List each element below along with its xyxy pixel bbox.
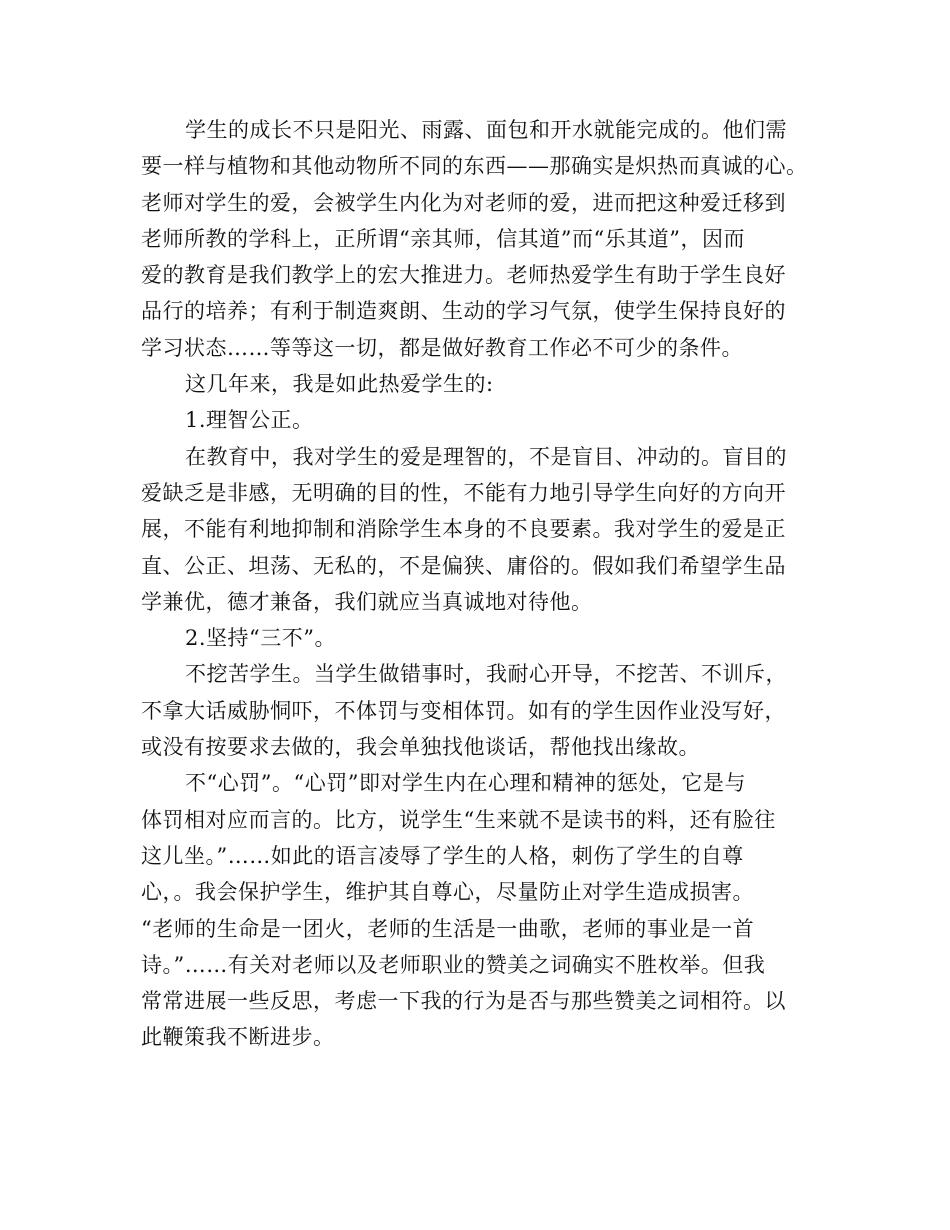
text-line: 这儿坐。”……如此的语言凌辱了学生的人格，刺伤了学生的自尊 — [141, 843, 744, 868]
text-line: 直、公正、坦荡、无私的，不是偏狭、庸俗的。假如我们希望学生品 — [141, 553, 786, 578]
text-line: 学兼优，德才兼备，我们就应当真诚地对待他。 — [141, 589, 593, 614]
text-line: 要一样与植物和其他动物所不同的东西——那确实是炽热而真诚的心。 — [141, 154, 808, 179]
text-line: 不挖苦学生。当学生做错事时，我耐心开导，不挖苦、不训斥， — [185, 662, 787, 687]
text-line: 不拿大话威胁恫吓，不体罚与变相体罚。如有的学生因作业没写好， — [141, 698, 786, 723]
text-line: 老师对学生的爱，会被学生内化为对老师的爱，进而把这种爱迁移到 — [141, 190, 786, 215]
section-heading: 1.理智公正。 — [185, 408, 314, 433]
text-line: 爱缺乏是非感，无明确的目的性，不能有力地引导学生向好的方向开 — [141, 480, 786, 505]
text-line: 在教育中，我对学生的爱是理智的，不是盲目、冲动的。盲目的 — [185, 444, 787, 469]
text-line: 品行的培养；有利于制造爽朗、生动的学习气氛，使学生保持良好的 — [141, 299, 786, 324]
text-line: 学习状态……等等这一切，都是做好教育工作必不可少的条件。 — [141, 335, 743, 360]
text-line: 展，不能有利地抑制和消除学生本身的不良要素。我对学生的爱是正 — [141, 517, 786, 542]
text-line: 不“心罚”。“心罚”即对学生内在心理和精神的惩处，它是与 — [185, 771, 746, 796]
text-line: 心，。我会保护学生，维护其自尊心，尽量防止对学生造成损害。 — [141, 880, 754, 905]
text-line: 常常进展一些反思，考虑一下我的行为是否与那些赞美之词相符。以 — [141, 989, 786, 1014]
text-line: 学生的成长不只是阳光、雨露、面包和开水就能完成的。他们需 — [185, 118, 787, 142]
text-line: 体罚相对应而言的。比方，说学生“生来就不是读书的料，还有脸往 — [141, 807, 776, 832]
text-line: “老师的生命是一团火，老师的生活是一曲歌，老师的事业是一首 — [141, 916, 755, 941]
text-line: 这几年来，我是如此热爱学生的: — [185, 372, 494, 397]
text-line: 或没有按要求去做的，我会单独找他谈话，帮他找出缘故。 — [141, 735, 700, 760]
text-line: 诗。”……有关对老师以及老师职业的赞美之词确实不胜枚举。但我 — [141, 952, 766, 977]
text-line: 老师所教的学科上，正所谓“亲其师，信其道”而“乐其道”，因而 — [141, 226, 745, 251]
document-body — [141, 112, 821, 1056]
text-line: 爱的教育是我们教学上的宏大推进力。老师热爱学生有助于学生良好 — [141, 263, 786, 288]
text-line: 此鞭策我不断进步。 — [141, 1025, 335, 1050]
section-heading: 2.坚持“三不”。 — [185, 626, 337, 651]
